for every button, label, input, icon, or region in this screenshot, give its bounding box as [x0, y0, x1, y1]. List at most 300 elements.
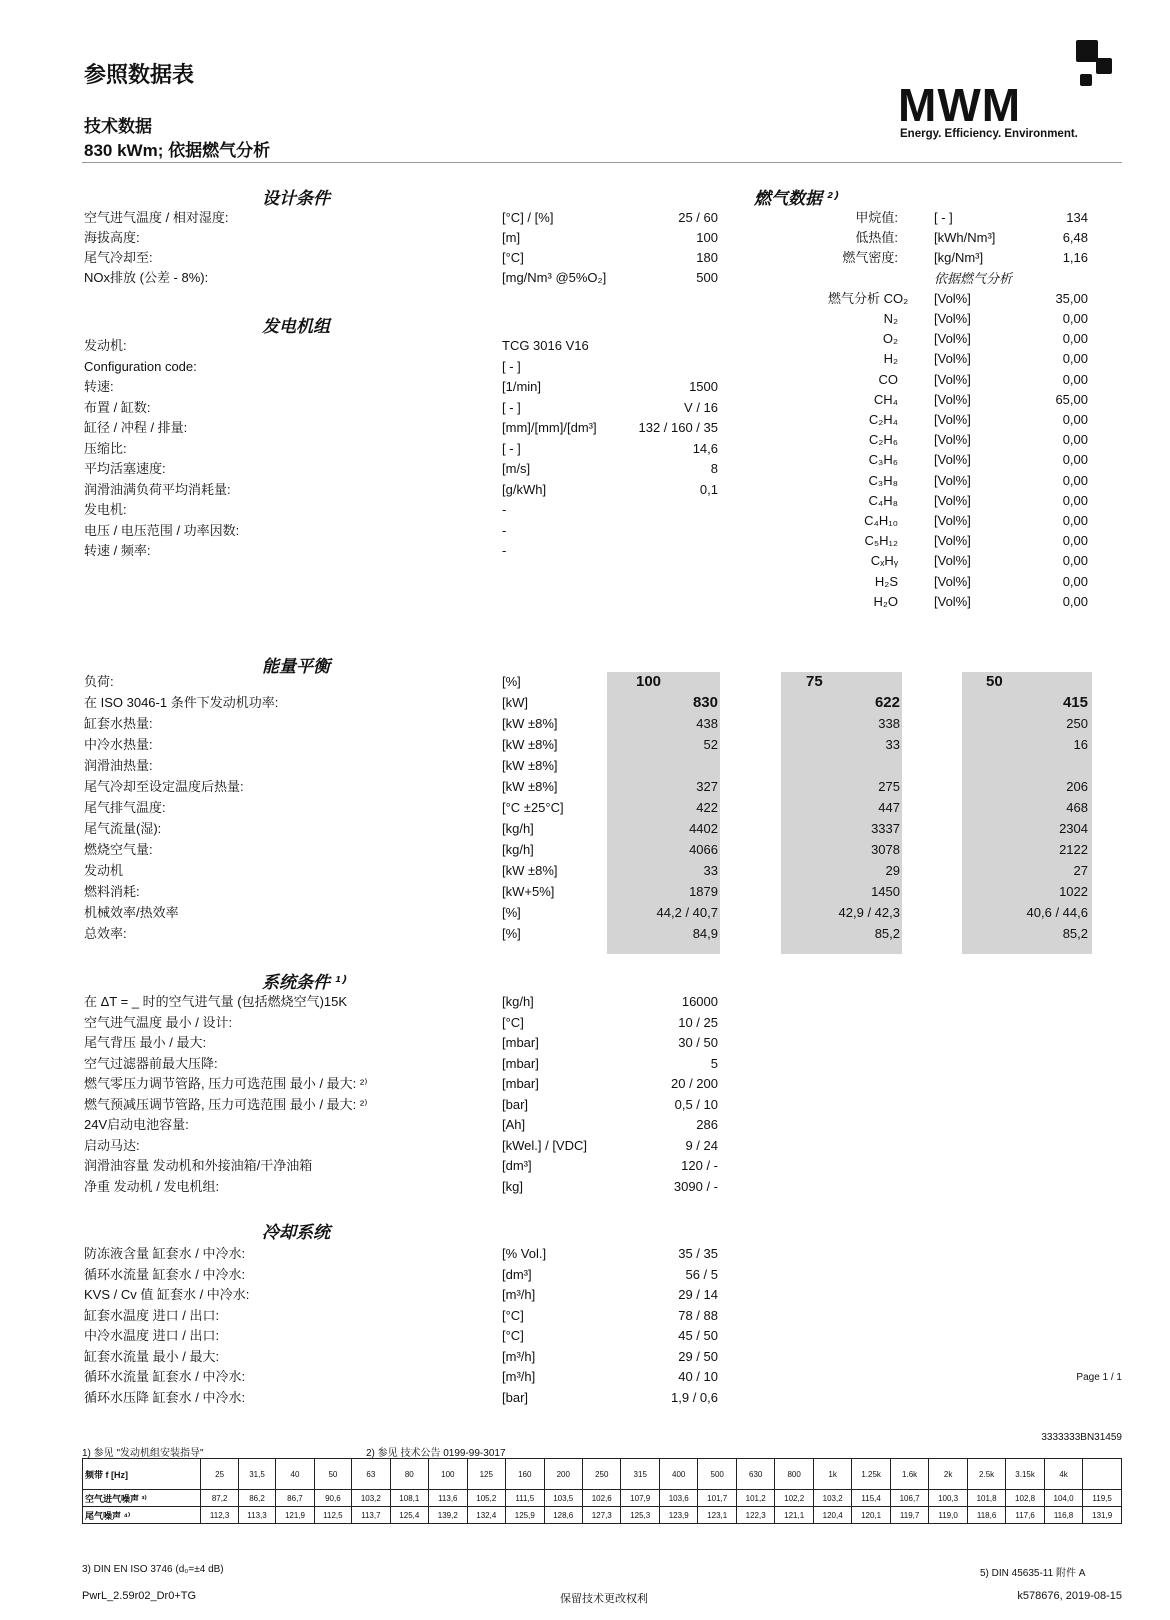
footer-left: PwrL_2.59r02_Dr0+TG [82, 1590, 197, 1602]
design-label: NOx排放 (公差 - 8%): [84, 270, 209, 285]
gas-value: 0,00 [1062, 331, 1088, 347]
noise-air-value: 103,2 [813, 1490, 851, 1507]
genset-unit: [ - ] [502, 399, 521, 415]
energy-label: 负荷: [84, 674, 114, 689]
energy-value-50: 206 [1066, 779, 1088, 794]
energy-unit: [°C ±25°C] [502, 800, 564, 815]
gas-row [0, 311, 1170, 327]
section-gas: 燃气数据 ²⁾ [754, 189, 837, 208]
energy-row [0, 737, 1170, 753]
cooling-row [0, 1390, 1170, 1406]
logo-square-icon [1096, 58, 1112, 74]
gas-value: 0,00 [1062, 412, 1088, 427]
energy-value-100: 100 [636, 673, 662, 690]
energy-value-75: 42,9 / 42,3 [838, 905, 900, 920]
energy-row [0, 800, 1170, 816]
system-label: 24V启动电池容量: [84, 1117, 189, 1132]
gas-label: 依据燃气分析 [934, 270, 1013, 286]
gas-unit: [Vol%] [934, 432, 971, 448]
noise-freq-row [83, 1459, 1122, 1490]
genset-label: 发动机: [84, 338, 127, 353]
cooling-label: 缸套水流量 最小 / 最大: [84, 1348, 220, 1364]
noise-freq: 250 [583, 1459, 621, 1490]
gas-row [0, 230, 1170, 246]
system-unit: [mbar] [502, 1055, 539, 1071]
note-2: 2) 参见 技术公告 0199-99-3017 [366, 1448, 506, 1459]
page-number: Page 1 / 1 [1076, 1372, 1122, 1383]
noise-exhaust-value: 139,2 [429, 1507, 467, 1524]
noise-air-value: 101,8 [967, 1490, 1005, 1507]
noise-exhaust-value: 122,3 [736, 1507, 774, 1524]
noise-air-value: 103,2 [352, 1490, 390, 1507]
cooling-value: 29 / 14 [678, 1287, 718, 1302]
noise-exhaust-value: 132,4 [467, 1507, 505, 1524]
cooling-row [0, 1287, 1170, 1303]
cooling-value: 29 / 50 [678, 1348, 718, 1364]
gas-row [0, 291, 1170, 307]
gas-row [0, 331, 1170, 347]
design-label: 海拔高度: [84, 230, 140, 245]
energy-value-75: 29 [885, 863, 900, 878]
energy-label: 机械效率/热效率 [84, 905, 179, 920]
noise-freq: 1k [813, 1459, 851, 1490]
design-label: 尾气冷却至: [84, 250, 153, 265]
energy-label: 尾气冷却至设定温度后热量: [84, 779, 244, 794]
genset-label: 压缩比: [84, 440, 127, 456]
note-5: 5) DIN 45635-11 附件 A [980, 1568, 1086, 1579]
noise-freq: 80 [390, 1459, 428, 1490]
noise-freq: 100 [429, 1459, 467, 1490]
design-unit: [°C] [502, 250, 524, 265]
gas-value: 0,00 [1062, 452, 1088, 468]
design-label: 空气进气温度 / 相对湿度: [84, 210, 229, 225]
energy-unit: [%] [502, 905, 521, 920]
energy-label: 燃料消耗: [84, 884, 140, 899]
section-energy: 能量平衡 [262, 657, 330, 676]
noise-air-value: 86,7 [276, 1490, 314, 1507]
gas-unit: [Vol%] [934, 412, 971, 427]
gas-label: C₅H₁₂ [864, 533, 898, 549]
noise-freq: 2.5k [967, 1459, 1005, 1490]
system-row [0, 994, 1170, 1010]
system-row [0, 1097, 1170, 1113]
energy-unit: [kW ±8%] [502, 716, 558, 731]
gas-row [0, 594, 1170, 610]
system-label: 空气进气温度 最小 / 设计: [84, 1014, 233, 1030]
gas-label: C₂H₆ [868, 432, 898, 448]
gas-row [0, 412, 1170, 428]
noise-exhaust-value: 127,3 [583, 1507, 621, 1524]
cooling-value: 56 / 5 [685, 1266, 718, 1282]
noise-air-value: 108,1 [390, 1490, 428, 1507]
system-label: 燃气预减压调节管路, 压力可选范围 最小 / 最大: ²⁾ [84, 1096, 368, 1112]
gas-unit: [ - ] [934, 210, 953, 225]
gas-unit: [Vol%] [934, 513, 971, 528]
gas-label: N₂ [883, 311, 898, 326]
cooling-label: 循环水压降 缸套水 / 中冷水: [84, 1389, 246, 1405]
gas-value: 0,00 [1062, 311, 1088, 326]
cooling-label: 中冷水温度 进口 / 出口: [84, 1328, 220, 1343]
gas-label: 燃气密度: [842, 250, 898, 266]
noise-air-value: 113,6 [429, 1490, 467, 1507]
energy-row [0, 674, 1170, 690]
design-unit: [mg/Nm³ @5%O₂] [502, 270, 607, 285]
section-cooling: 冷却系统 [262, 1223, 330, 1242]
noise-air-label: 空气进气噪声 ³⁾ [83, 1490, 201, 1507]
noise-air-value: 100,3 [929, 1490, 967, 1507]
system-value: 120 / - [681, 1158, 718, 1173]
noise-exhaust-value: 113,3 [238, 1507, 275, 1524]
gas-row [0, 533, 1170, 549]
gas-row [0, 574, 1170, 590]
energy-value-50: 2122 [1059, 842, 1088, 857]
energy-row [0, 842, 1170, 858]
design-value: 180 [696, 250, 718, 265]
gas-row [0, 452, 1170, 468]
system-unit: [kWel.] / [VDC] [502, 1137, 587, 1153]
cooling-unit: [bar] [502, 1389, 529, 1405]
section-design: 设计条件 [262, 189, 330, 208]
energy-value-100: 830 [692, 694, 718, 711]
gas-row [0, 493, 1170, 509]
genset-value: V / 16 [684, 399, 718, 415]
system-unit: [mbar] [502, 1076, 539, 1091]
mwm-logo [898, 40, 1120, 150]
logo-tagline: Energy. Efficiency. Environment. [900, 128, 1078, 140]
energy-unit: [%] [502, 674, 521, 689]
energy-label: 在 ISO 3046-1 条件下发动机功率: [84, 695, 279, 710]
cooling-value: 1,9 / 0,6 [671, 1389, 718, 1405]
system-unit: [dm³] [502, 1158, 532, 1173]
gas-label: C₃H₈ [868, 472, 898, 488]
system-row [0, 1158, 1170, 1174]
genset-unit: - [502, 502, 507, 517]
noise-air-value: 102,8 [1006, 1490, 1044, 1507]
energy-value-75: 447 [878, 800, 900, 815]
genset-label: 缸径 / 冲程 / 排量: [84, 420, 188, 435]
energy-row [0, 884, 1170, 900]
note-1: 1) 参见 "发动机组安装指导" [82, 1448, 204, 1459]
energy-value-100: 4066 [689, 842, 718, 857]
energy-value-100: 438 [696, 716, 718, 731]
noise-exhaust-value: 125,9 [506, 1507, 544, 1524]
cooling-value: 35 / 35 [678, 1246, 718, 1261]
gas-value: 134 [1066, 210, 1088, 225]
noise-air-value: 103,6 [659, 1490, 697, 1507]
gas-unit: [Vol%] [934, 472, 971, 488]
energy-row [0, 863, 1170, 879]
system-unit: [mbar] [502, 1035, 539, 1050]
system-label: 尾气背压 最小 / 最大: [84, 1035, 207, 1050]
energy-value-100: 52 [703, 737, 718, 752]
gas-unit: [Vol%] [934, 553, 971, 569]
noise-exhaust-value: 125,3 [621, 1507, 659, 1524]
gas-value: 0,00 [1062, 371, 1088, 387]
energy-value-50: 27 [1073, 863, 1088, 878]
system-label: 燃气零压力调节管路, 压力可选范围 最小 / 最大: ²⁾ [84, 1076, 368, 1091]
genset-label: 发电机: [84, 502, 127, 517]
cooling-value: 78 / 88 [678, 1307, 718, 1323]
noise-exhaust-row [83, 1507, 1122, 1524]
noise-exhaust-value: 118,6 [967, 1507, 1005, 1524]
gas-label: C₄H₈ [868, 492, 898, 508]
gas-row [0, 372, 1170, 388]
noise-air-value: 105,2 [467, 1490, 505, 1507]
noise-total-head [1083, 1459, 1122, 1490]
cooling-unit: [°C] [502, 1307, 524, 1323]
genset-unit: TCG 3016 V16 [502, 338, 589, 353]
system-value: 0,5 / 10 [674, 1096, 718, 1112]
subtitle-power: 830 kWm; 依据燃气分析 [84, 141, 271, 160]
noise-air-value: 101,7 [698, 1490, 736, 1507]
cooling-label: 循环水流量 缸套水 / 中冷水: [84, 1266, 246, 1282]
gas-value: 0,00 [1062, 553, 1088, 569]
energy-value-100: 327 [696, 779, 718, 794]
noise-air-value: 111,5 [506, 1490, 544, 1507]
energy-unit: [kW ±8%] [502, 737, 558, 752]
energy-value-75: 275 [878, 779, 900, 794]
gas-unit: [Vol%] [934, 311, 971, 326]
gas-unit: [Vol%] [934, 533, 971, 549]
gas-unit: [Vol%] [934, 391, 971, 407]
gas-row [0, 351, 1170, 367]
gas-label: H₂ [883, 351, 898, 367]
cooling-row [0, 1349, 1170, 1365]
gas-label: H₂S [874, 573, 898, 589]
gas-value: 6,48 [1062, 230, 1088, 246]
energy-label: 总效率: [84, 926, 127, 941]
genset-unit: [m/s] [502, 461, 531, 476]
noise-freq: 630 [736, 1459, 774, 1490]
system-row [0, 1056, 1170, 1072]
energy-label: 中冷水热量: [84, 737, 153, 752]
noise-exhaust-value: 112,5 [314, 1507, 351, 1524]
cooling-row [0, 1328, 1170, 1344]
noise-exhaust-value: 123,9 [659, 1507, 697, 1524]
system-unit: [kg/h] [502, 994, 534, 1009]
system-value: 30 / 50 [678, 1035, 718, 1050]
noise-air-value: 106,7 [890, 1490, 928, 1507]
gas-unit: [Vol%] [934, 371, 971, 387]
energy-label: 润滑油热量: [84, 758, 153, 773]
energy-value-50: 16 [1073, 737, 1088, 752]
noise-air-total: 119,5 [1083, 1490, 1122, 1507]
noise-freq: 400 [659, 1459, 697, 1490]
section-genset: 发电机组 [262, 317, 330, 336]
energy-value-100: 33 [703, 863, 718, 878]
energy-value-50: 40,6 / 44,6 [1026, 905, 1088, 920]
logo-square-icon [1080, 74, 1092, 86]
cooling-row [0, 1267, 1170, 1283]
genset-value: 1500 [689, 379, 718, 394]
noise-air-value: 86,2 [238, 1490, 275, 1507]
genset-unit: [ - ] [502, 440, 521, 456]
system-label: 净重 发动机 / 发电机组: [84, 1178, 220, 1194]
noise-exhaust-value: 120,1 [852, 1507, 890, 1524]
gas-value: 0,00 [1062, 351, 1088, 367]
gas-row [0, 473, 1170, 489]
logo-square-icon [1076, 40, 1098, 62]
noise-freq: 31,5 [238, 1459, 275, 1490]
section-system: 系统条件 ¹⁾ [262, 973, 345, 992]
logo-wordmark: MWM [898, 79, 1022, 131]
gas-value: 65,00 [1055, 391, 1088, 407]
genset-unit: [g/kWh] [502, 481, 547, 497]
genset-label: 转速 / 频率: [84, 543, 151, 558]
header-rule [82, 162, 1122, 163]
noise-head-label: 频带 f [Hz] [83, 1459, 201, 1490]
gas-row [0, 432, 1170, 448]
energy-row [0, 821, 1170, 837]
gas-label: C₂H₄ [868, 412, 898, 427]
noise-exhaust-value: 121,1 [775, 1507, 813, 1524]
noise-air-value: 115,4 [852, 1490, 890, 1507]
energy-value-100: 4402 [689, 821, 718, 836]
gas-unit: [Vol%] [934, 573, 971, 589]
noise-exhaust-value: 113,7 [352, 1507, 390, 1524]
cooling-row [0, 1246, 1170, 1262]
energy-label: 燃烧空气量: [84, 842, 153, 857]
system-row [0, 1138, 1170, 1154]
noise-air-value: 104,0 [1044, 1490, 1082, 1507]
energy-value-75: 85,2 [874, 926, 900, 941]
footer-center: 保留技术更改权利 [560, 1593, 648, 1605]
system-label: 启动马达: [84, 1137, 140, 1153]
gas-value: 35,00 [1055, 290, 1088, 306]
noise-air-value: 101,2 [736, 1490, 774, 1507]
genset-value: 14,6 [692, 440, 718, 456]
genset-label: Configuration code: [84, 358, 197, 374]
gas-label: 低热值: [855, 230, 898, 246]
energy-value-50: 1022 [1059, 884, 1088, 899]
gas-label: CO [878, 371, 898, 387]
system-row [0, 1179, 1170, 1195]
gas-label: C₃H₆ [868, 452, 898, 468]
energy-label: 缸套水热量: [84, 716, 153, 731]
gas-value: 0,00 [1062, 492, 1088, 508]
energy-row [0, 695, 1170, 711]
genset-label: 电压 / 电压范围 / 功率因数: [84, 522, 240, 538]
gas-unit: [kWh/Nm³] [934, 230, 996, 246]
system-unit: [bar] [502, 1096, 529, 1112]
noise-exhaust-label: 尾气噪声 ⁴⁾ [83, 1507, 201, 1524]
gas-unit: [Vol%] [934, 452, 971, 468]
note-3: 3) DIN EN ISO 3746 (d₀=±4 dB) [82, 1564, 224, 1575]
gas-unit: [Vol%] [934, 593, 971, 609]
noise-air-value: 107,9 [621, 1490, 659, 1507]
design-unit: [m] [502, 230, 521, 245]
gas-value: 0,00 [1062, 432, 1088, 448]
energy-value-50: 50 [986, 673, 1003, 690]
noise-freq: 25 [201, 1459, 238, 1490]
gas-value: 0,00 [1062, 513, 1088, 528]
genset-value: 8 [710, 461, 718, 476]
cooling-row [0, 1308, 1170, 1324]
design-unit: [°C] / [%] [502, 210, 554, 225]
noise-freq: 160 [506, 1459, 544, 1490]
noise-freq: 1.25k [852, 1459, 890, 1490]
gas-value: 0,00 [1062, 533, 1088, 549]
genset-label: 平均活塞速度: [84, 461, 166, 476]
energy-value-50: 415 [1062, 694, 1088, 711]
gas-label: C₄H₁₀ [864, 513, 898, 528]
system-unit: [Ah] [502, 1117, 526, 1132]
system-label: 润滑油容量 发动机和外接油箱/干净油箱 [84, 1158, 313, 1173]
subtitle-tech-data: 技术数据 [84, 117, 152, 136]
cooling-unit: [% Vol.] [502, 1246, 547, 1261]
noise-exhaust-value: 119,7 [890, 1507, 928, 1524]
energy-value-50: 2304 [1059, 821, 1088, 836]
system-value: 10 / 25 [678, 1014, 718, 1030]
noise-exhaust-value: 112,3 [201, 1507, 238, 1524]
noise-exhaust-value: 121,9 [276, 1507, 314, 1524]
energy-unit: [kg/h] [502, 821, 534, 836]
system-row [0, 1076, 1170, 1092]
system-label: 在 ΔT = _ 时的空气进气量 (包括燃烧空气)15K [84, 994, 348, 1009]
design-value: 100 [696, 230, 718, 245]
energy-label: 尾气排气温度: [84, 800, 166, 815]
gas-unit: [Vol%] [934, 331, 971, 347]
cooling-unit: [dm³] [502, 1266, 532, 1282]
energy-label: 尾气流量(湿): [84, 821, 162, 836]
cooling-label: 循环水流量 缸套水 / 中冷水: [84, 1369, 246, 1384]
system-row [0, 1035, 1170, 1051]
energy-value-100: 44,2 / 40,7 [656, 905, 718, 920]
noise-exhaust-value: 123,1 [698, 1507, 736, 1524]
gas-value: 0,00 [1062, 573, 1088, 589]
energy-row [0, 716, 1170, 732]
energy-value-100: 1879 [689, 884, 718, 899]
genset-label: 布置 / 缸数: [84, 399, 151, 415]
gas-value: 0,00 [1062, 472, 1088, 488]
genset-value: 0,1 [699, 481, 718, 497]
noise-freq: 1.6k [890, 1459, 928, 1490]
gas-value: 0,00 [1062, 593, 1088, 609]
genset-label: 润滑油满负荷平均消耗量: [84, 481, 231, 497]
energy-unit: [%] [502, 926, 521, 941]
genset-unit: [1/min] [502, 379, 542, 394]
genset-unit: - [502, 522, 507, 538]
noise-air-value: 102,6 [583, 1490, 621, 1507]
cooling-value: 45 / 50 [678, 1328, 718, 1343]
energy-value-75: 3337 [871, 821, 900, 836]
design-value: 500 [696, 270, 718, 285]
energy-row [0, 905, 1170, 921]
energy-unit: [kW] [502, 695, 528, 710]
energy-value-50: 468 [1066, 800, 1088, 815]
system-row [0, 1117, 1170, 1133]
gas-unit: [Vol%] [934, 492, 971, 508]
system-value: 5 [710, 1055, 718, 1071]
energy-value-75: 338 [878, 716, 900, 731]
noise-exhaust-value: 125,4 [390, 1507, 428, 1524]
gas-label: 燃气分析 CO₂ [828, 290, 909, 306]
system-value: 3090 / - [673, 1178, 718, 1194]
cooling-label: 缸套水温度 进口 / 出口: [84, 1307, 220, 1323]
noise-air-value: 103,5 [544, 1490, 582, 1507]
cooling-unit: [m³/h] [502, 1369, 536, 1384]
energy-unit: [kW ±8%] [502, 863, 558, 878]
cooling-label: 防冻液含量 缸套水 / 中冷水: [84, 1246, 246, 1261]
noise-exhaust-total: 131,9 [1083, 1507, 1122, 1524]
gas-unit: [kg/Nm³] [934, 250, 984, 266]
energy-value-100: 84,9 [692, 926, 718, 941]
noise-exhaust-value: 119,0 [929, 1507, 967, 1524]
noise-freq: 2k [929, 1459, 967, 1490]
system-value: 16000 [681, 994, 718, 1009]
energy-row [0, 758, 1170, 774]
energy-value-75: 75 [806, 673, 823, 690]
